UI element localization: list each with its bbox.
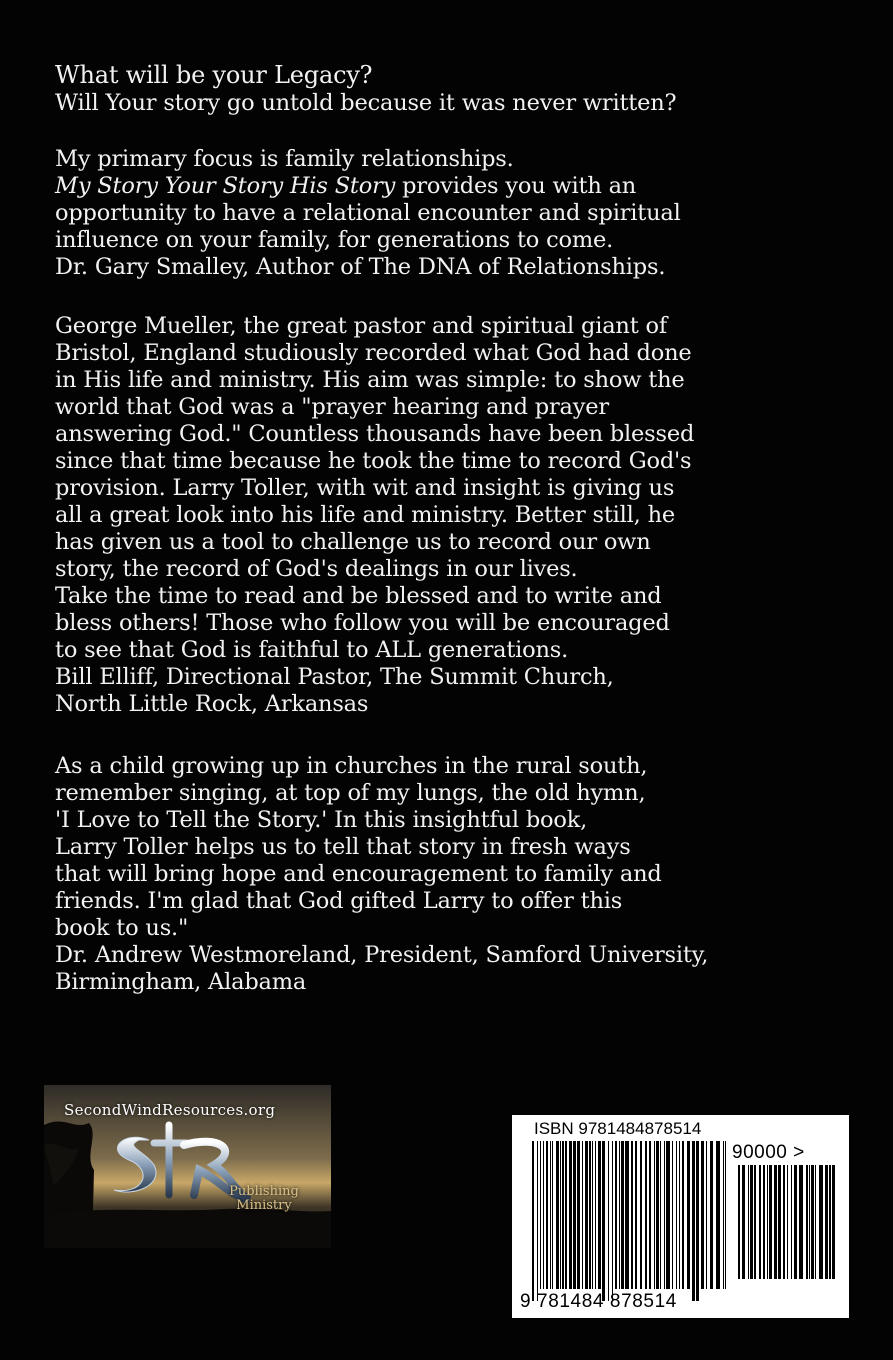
endorsement-attribution: Bill Elliff, Directional Pastor, The Summit Church, (55, 664, 614, 690)
endorsement-attribution: North Little Rock, Arkansas (55, 691, 369, 717)
barcode-bar (701, 1141, 704, 1289)
endorsement-line: since that time because he took the time to record God's (55, 448, 692, 474)
endorsement-line: has given us a tool to challenge us to record our own (55, 529, 651, 555)
barcode-bar (774, 1165, 777, 1279)
barcode-bar (582, 1141, 583, 1289)
endorsement-line: Take the time to read and be blessed and to write and (55, 583, 662, 609)
barcode-bar (556, 1141, 559, 1289)
barcode-bar (645, 1141, 647, 1289)
barcode-bar (787, 1165, 788, 1279)
barcode-bar (660, 1141, 661, 1289)
barcode-bar (682, 1141, 684, 1289)
legacy-subtitle: Will Your story go untold because it was never written? (55, 90, 677, 116)
endorsement-line: friends. I'm glad that God gifted Larry to offer this (55, 888, 623, 914)
barcode-bar (550, 1141, 551, 1289)
barcode-bar (754, 1165, 756, 1279)
legacy-intro (55, 60, 855, 117)
publisher-url: SecondWindResources.org (64, 1101, 276, 1119)
barcode-bar (769, 1165, 772, 1279)
barcode-bar (666, 1141, 670, 1289)
barcode-bar (778, 1165, 781, 1279)
barcode-bar (811, 1165, 814, 1279)
barcode-bar (592, 1141, 593, 1289)
barcode-bar (577, 1141, 580, 1289)
barcode-bar (543, 1141, 544, 1289)
barcode-bar (825, 1165, 828, 1279)
barcode-bar (832, 1165, 835, 1279)
barcode-bar (608, 1141, 609, 1301)
endorsement-line: in His life and ministry. His aim was simple: to show the (55, 367, 685, 393)
barcode-bar (799, 1165, 803, 1279)
barcode-bar (664, 1141, 665, 1289)
endorsement-text: provides you with an (395, 173, 637, 199)
endorsement-line: provision. Larry Toller, with wit and insight is giving us (55, 475, 675, 501)
endorsement-line: As a child growing up in churches in the rural south, (55, 753, 648, 779)
endorsement-attribution: Dr. Gary Smalley, Author of The DNA of Relationships. (55, 254, 666, 280)
endorsement-line: Bristol, England studiously recorded what God had done (55, 340, 692, 366)
barcode-bar (649, 1141, 651, 1289)
endorsement-line: that will bring hope and encouragement to family and (55, 861, 662, 887)
elliff-endorsement (55, 313, 855, 718)
barcode-bar (763, 1165, 765, 1279)
barcode-bar (723, 1141, 724, 1289)
barcode-bar (716, 1141, 720, 1289)
endorsement-attribution: Dr. Andrew Westmoreland, President, Samford University, (55, 942, 709, 968)
westmoreland-endorsement (55, 753, 855, 996)
barcode-bar (612, 1141, 613, 1301)
barcode-bar (829, 1165, 831, 1279)
barcode-bar (537, 1141, 538, 1301)
barcode-bar (791, 1165, 792, 1279)
endorsement-line: George Mueller, the great pastor and spiritual giant of (55, 313, 667, 339)
barcode-bar (710, 1141, 713, 1289)
barcode-bar (619, 1141, 620, 1289)
barcode-bar (595, 1141, 596, 1289)
barcode-bar (815, 1165, 816, 1279)
barcode-bar (602, 1141, 605, 1301)
barcode-bar (738, 1165, 740, 1279)
barcode-bar (585, 1141, 588, 1289)
barcode-bar (552, 1141, 553, 1289)
publisher-tagline-line: Ministry (236, 1198, 292, 1213)
publisher-logo (44, 1085, 331, 1248)
barcode-bar (621, 1141, 624, 1289)
barcode-bar (806, 1165, 808, 1279)
barcode-bar (696, 1141, 699, 1301)
endorsement-line: remember singing, at top of my lungs, the old hymn, (55, 780, 646, 806)
endorsement-line: 'I Love to Tell the Story.' In this insightful book, (55, 807, 588, 833)
barcode-bar (767, 1165, 768, 1279)
endorsement-line (55, 173, 855, 200)
barcode-bar (692, 1141, 695, 1301)
legacy-title: What will be your Legacy? (55, 61, 373, 89)
barcode-bar (759, 1165, 761, 1279)
main-barcode-icon (532, 1141, 728, 1301)
barcode-bar (569, 1141, 572, 1289)
barcode-bar (819, 1165, 823, 1279)
barcode-bar (589, 1141, 591, 1289)
smalley-endorsement (55, 146, 855, 281)
barcode-bar (672, 1141, 673, 1289)
barcode-bar (654, 1141, 655, 1289)
endorsement-line: book to us." (55, 915, 189, 941)
endorsement-line: bless others! Those who follow you will be encouraged (55, 610, 670, 636)
barcode-bar (562, 1141, 564, 1289)
barcode-bar (750, 1165, 753, 1279)
barcode-bar (640, 1141, 642, 1289)
barcode-bar (615, 1141, 617, 1289)
publisher-tagline (204, 1185, 324, 1213)
endorsement-line: answering God." Countless thousands have been blessed (55, 421, 695, 447)
barcode-bar (560, 1141, 561, 1289)
endorsement-line: world that God was a "prayer hearing and prayer (55, 394, 609, 420)
barcode-bar (625, 1141, 629, 1289)
barcode-bar (742, 1165, 745, 1279)
barcode-bar (656, 1141, 659, 1289)
barcode-bar (676, 1141, 677, 1289)
barcode-bar (706, 1141, 707, 1289)
barcode-bar (794, 1165, 797, 1279)
barcode-bar (598, 1141, 601, 1289)
price-code: 90000 > (732, 1142, 805, 1163)
endorsement-line: My primary focus is family relationships. (55, 146, 514, 172)
barcode-bar (635, 1141, 637, 1289)
isbn-label: ISBN 9781484878514 (534, 1119, 702, 1138)
barcode-bar (725, 1141, 726, 1289)
isbn-barcode (512, 1115, 849, 1318)
endorsement-line: Larry Toller helps us to tell that story in fresh ways (55, 834, 631, 860)
barcode-bar (679, 1141, 680, 1289)
barcode-bar (532, 1141, 534, 1301)
barcode-bar (783, 1165, 785, 1279)
endorsement-line: to see that God is faithful to ALL generations. (55, 637, 569, 663)
isbn-digits: 9 781484 878514 (520, 1291, 677, 1312)
barcode-bar (540, 1141, 541, 1289)
barcode-bar (573, 1141, 576, 1289)
endorsement-line: story, the record of God's dealings in our lives. (55, 556, 578, 582)
barcode-bar (748, 1165, 749, 1279)
barcode-bar (809, 1165, 810, 1279)
book-title: My Story Your Story His Story (55, 173, 396, 199)
addon-barcode-icon (738, 1165, 838, 1291)
barcode-bar (687, 1141, 690, 1289)
publisher-tagline-line: Publishing (229, 1184, 299, 1199)
barcode-bar (631, 1141, 633, 1289)
endorsement-attribution: Birmingham, Alabama (55, 969, 307, 995)
endorsement-line: influence on your family, for generations to come. (55, 227, 614, 253)
barcode-bar (546, 1141, 548, 1289)
endorsement-line: opportunity to have a relational encounter and spiritual (55, 200, 681, 226)
barcode-bar (565, 1141, 567, 1289)
endorsement-line: all a great look into his life and ministry. Better still, he (55, 502, 675, 528)
